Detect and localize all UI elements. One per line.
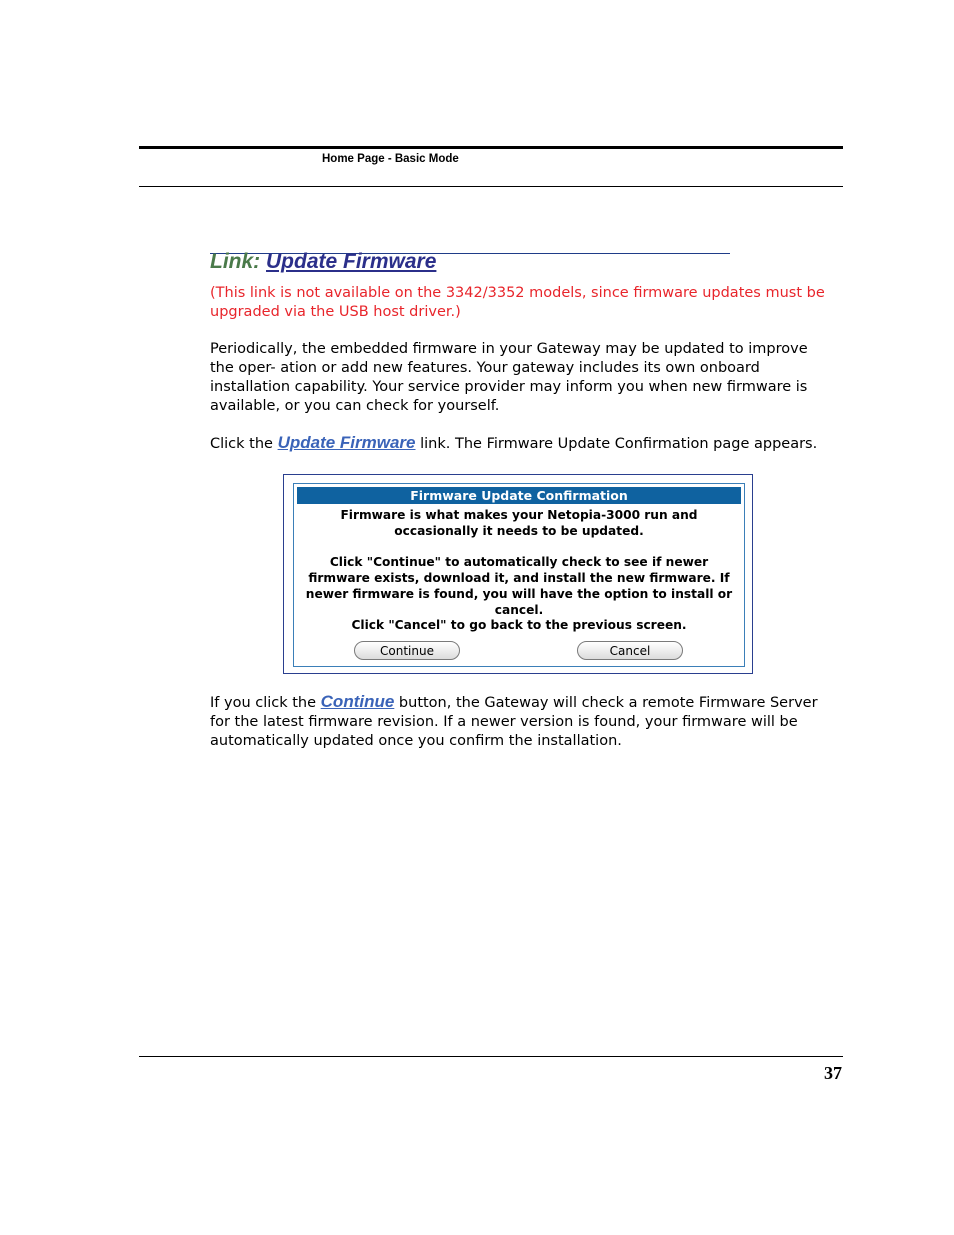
availability-note: (This link is not available on the 3342/3352 models, since firmware updates must be upgraded via the USB host driver.) [210, 285, 825, 320]
continue-button[interactable]: Continue [354, 641, 460, 660]
header-rule-bottom [139, 186, 843, 187]
para2-text-before: Click the [210, 436, 273, 452]
dialog-text-continue-info: Click "Continue" to automatically check to see if newer firmware exists, download it, and install the new firmware. If newer firmware is found, you will have the option to install or cancel. [305, 555, 733, 617]
running-header: Home Page - Basic Mode [322, 153, 459, 165]
dialog-title: Firmware Update Confirmation [297, 487, 741, 504]
continue-link[interactable]: Continue [320, 692, 395, 711]
section-title [210, 250, 436, 274]
para2-text-after: link. The Firmware Update Confirmation page appears. [420, 436, 818, 452]
dialog-text-intro: Firmware is what makes your Netopia-3000 run and occasionally it needs to be updated. [340, 508, 698, 538]
cancel-button[interactable]: Cancel [577, 641, 683, 660]
section-title-prefix: Link: [210, 250, 261, 273]
dialog-text-cancel-info: Click "Cancel" to go back to the previous screen. [351, 618, 687, 632]
paragraph-continue-result [210, 692, 830, 751]
update-firmware-link[interactable]: Update Firmware [277, 433, 416, 452]
paragraph-intro: Periodically, the embedded firmware in your Gateway may be updated to improve the oper- ation or add new features. Your gateway includes its own onboard installation capability. Your service provider may inform you when new firmware is available, or you can check for yourself. [210, 341, 808, 414]
para3-text-after: button, the Gateway will check a remote Firmware Server for the latest firmware revision. If a newer version is found, your firmware will be automatically updated once you confirm the installation. [210, 695, 818, 749]
header-rule-top [139, 146, 843, 149]
firmware-update-dialog [293, 483, 745, 667]
footer-rule [139, 1056, 843, 1057]
para3-text-before: If you click the [210, 695, 317, 711]
section-title-link[interactable]: Update Firmware [266, 250, 437, 273]
firmware-dialog-figure [283, 474, 753, 674]
page-number: 37 [824, 1063, 842, 1083]
paragraph-click-instruction [210, 433, 830, 454]
